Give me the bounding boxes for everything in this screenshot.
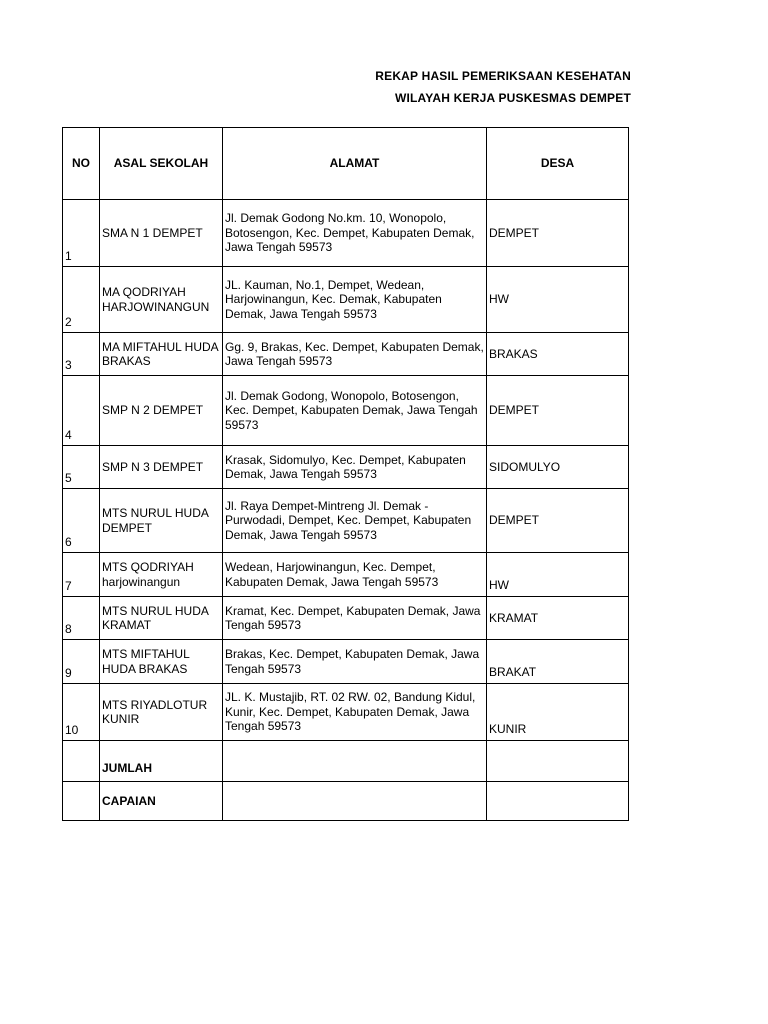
row-school: SMP N 2 DEMPET	[100, 376, 223, 446]
document-subtitle: WILAYAH KERJA PUSKESMAS DEMPET	[394, 91, 631, 105]
row-school: MTS RIYADLOTUR KUNIR	[100, 684, 223, 741]
row-village: BRAKAS	[487, 333, 629, 376]
table-row	[63, 200, 629, 267]
row-village: HW	[487, 553, 629, 597]
row-no: 4	[63, 376, 100, 446]
school-table	[62, 127, 629, 821]
row-school: SMA N 1 DEMPET	[100, 200, 223, 267]
row-address: Jl. Raya Dempet-Mintreng Jl. Demak - Purwodadi, Dempet, Kec. Dempet, Kabupaten Demak, Jawa Tengah 59573	[223, 489, 487, 553]
row-village: DEMPET	[487, 376, 629, 446]
row-no: 8	[63, 597, 100, 640]
table-header-row	[63, 128, 629, 200]
table-row	[63, 489, 629, 553]
total-address-cell	[223, 741, 487, 782]
row-address: Jl. Demak Godong, Wonopolo, Botosengon, Kec. Dempet, Kabupaten Demak, Jawa Tengah 59573	[223, 376, 487, 446]
table-row	[63, 597, 629, 640]
row-school: MTS QODRIYAH harjowinangun	[100, 553, 223, 597]
total-no-cell	[63, 741, 100, 782]
row-address: JL. K. Mustajib, RT. 02 RW. 02, Bandung Kidul, Kunir, Kec. Dempet, Kabupaten Demak, Jawa Tengah 59573	[223, 684, 487, 741]
total-row	[63, 741, 629, 782]
row-no: 3	[63, 333, 100, 376]
header-village: DESA	[487, 128, 629, 200]
row-school: MA QODRIYAH HARJOWINANGUN	[100, 267, 223, 333]
table-row	[63, 376, 629, 446]
row-address: Gg. 9, Brakas, Kec. Dempet, Kabupaten Demak, Jawa Tengah 59573	[223, 333, 487, 376]
row-no: 2	[63, 267, 100, 333]
achievement-village-cell	[487, 782, 629, 821]
row-address: Jl. Demak Godong No.km. 10, Wonopolo, Botosengon, Kec. Dempet, Kabupaten Demak, Jawa Tengah 59573	[223, 200, 487, 267]
table-row	[63, 684, 629, 741]
row-address: Brakas, Kec. Dempet, Kabupaten Demak, Jawa Tengah 59573	[223, 640, 487, 684]
achievement-row	[63, 782, 629, 821]
row-village: BRAKAT	[487, 640, 629, 684]
total-label: JUMLAH	[100, 741, 223, 782]
row-address: Krasak, Sidomulyo, Kec. Dempet, Kabupaten Demak, Jawa Tengah 59573	[223, 446, 487, 489]
row-village: DEMPET	[487, 200, 629, 267]
header-school: ASAL SEKOLAH	[100, 128, 223, 200]
row-address: Kramat, Kec. Dempet, Kabupaten Demak, Jawa Tengah 59573	[223, 597, 487, 640]
header-no: NO	[63, 128, 100, 200]
table-row	[63, 553, 629, 597]
row-no: 9	[63, 640, 100, 684]
row-no: 7	[63, 553, 100, 597]
achievement-label: CAPAIAN	[100, 782, 223, 821]
row-no: 10	[63, 684, 100, 741]
document-title: REKAP HASIL PEMERIKSAAN KESEHATAN	[375, 69, 631, 83]
row-village: DEMPET	[487, 489, 629, 553]
row-school: SMP N 3 DEMPET	[100, 446, 223, 489]
row-no: 5	[63, 446, 100, 489]
row-address: JL. Kauman, No.1, Dempet, Wedean, Harjowinangun, Kec. Demak, Kabupaten Demak, Jawa Tengah 59573	[223, 267, 487, 333]
row-address: Wedean, Harjowinangun, Kec. Dempet, Kabupaten Demak, Jawa Tengah 59573	[223, 553, 487, 597]
table-row	[63, 333, 629, 376]
row-village: SIDOMULYO	[487, 446, 629, 489]
row-village: KUNIR	[487, 684, 629, 741]
achievement-no-cell	[63, 782, 100, 821]
table-row	[63, 446, 629, 489]
total-village-cell	[487, 741, 629, 782]
row-no: 1	[63, 200, 100, 267]
row-no: 6	[63, 489, 100, 553]
row-village: KRAMAT	[487, 597, 629, 640]
table-row	[63, 267, 629, 333]
achievement-address-cell	[223, 782, 487, 821]
row-school: MA MIFTAHUL HUDA BRAKAS	[100, 333, 223, 376]
row-school: MTS NURUL HUDA DEMPET	[100, 489, 223, 553]
row-school: MTS MIFTAHUL HUDA BRAKAS	[100, 640, 223, 684]
row-village: HW	[487, 267, 629, 333]
header-address: ALAMAT	[223, 128, 487, 200]
table-row	[63, 640, 629, 684]
row-school: MTS NURUL HUDA KRAMAT	[100, 597, 223, 640]
